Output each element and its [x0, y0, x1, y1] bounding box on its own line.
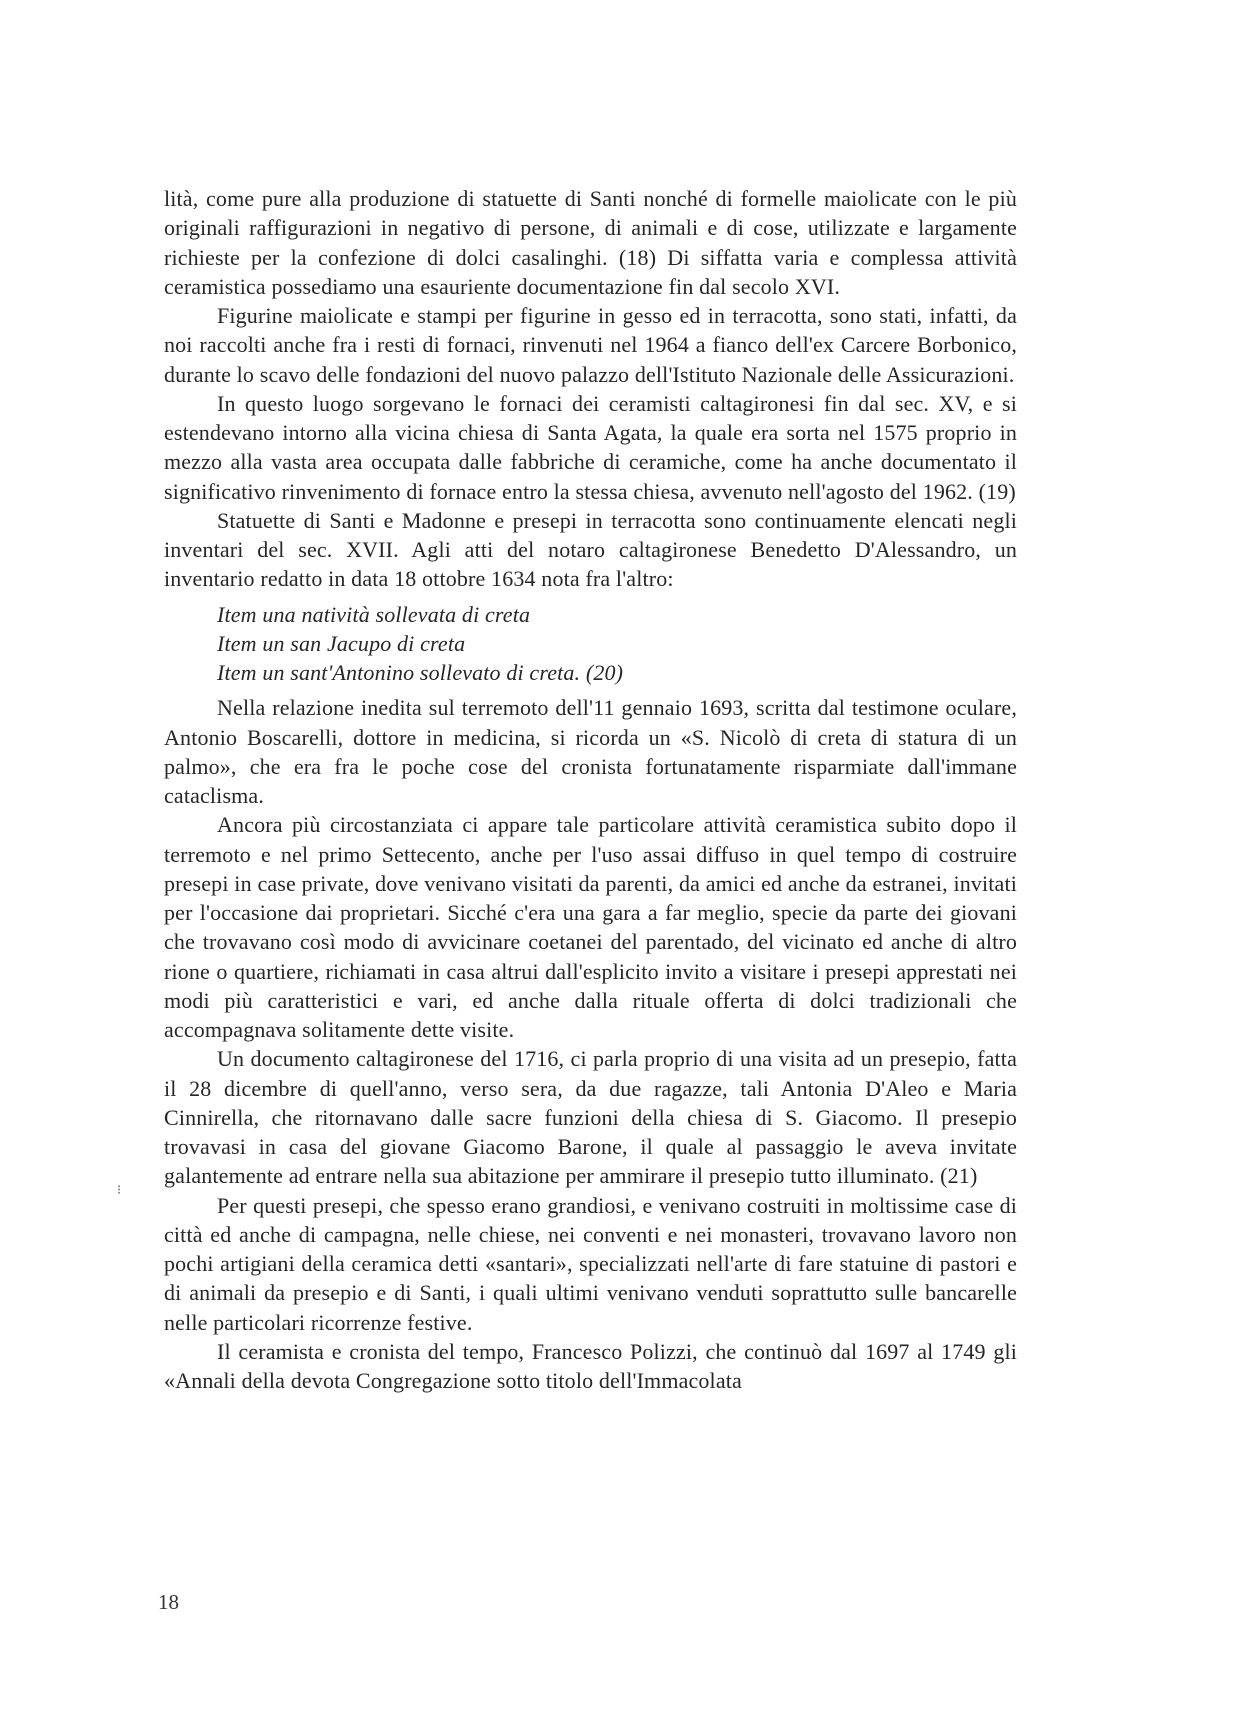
paragraph-documento-1716: Un documento caltagironese del 1716, ci parla proprio di una visita ad un presepio, fatta il 28 dicembre di quell'anno, verso sera, da due ragazze, tali Antonia D'Aleo e Maria Cinnirella, che ritornavano dalle sacre funzioni della chiesa di S. Giacomo. Il presepio trovavasi in casa del giovane Giacomo Barone, il quale al passaggio le aveva invitate galantemente ad entrare nella sua abitazione per ammirare il presepio tutto illuminato. (21): [164, 1046, 1017, 1189]
page-number: 18: [158, 1590, 179, 1614]
paragraph-figurine: Figurine maiolicate e stampi per figurine in gesso ed in terracotta, sono stati, infatti, da noi raccolti anche fra i resti di fornaci, rinvenuti nel 1964 a fianco dell'ex Carcere Borbonico, durante lo scavo delle fondazioni del nuovo palazzo dell'Istituto Nazionale delle Assicurazioni.: [164, 303, 1017, 387]
body-text: [164, 184, 1017, 1395]
paragraph-fornaci: In questo luogo sorgevano le fornaci dei ceramisti caltagironesi fin dal sec. XV, e si estendevano intorno alla vicina chiesa di Santa Agata, la quale era sorta nel 1575 proprio in mezzo alla vasta area occupata dalle fabbriche di ceramiche, come ha anche documentato il significativo rinvenimento di fornace entro la stessa chiesa, avvenuto nell'agosto del 1962. (19): [164, 390, 1017, 504]
inventory-quote: [217, 600, 1017, 688]
paragraph-santari: Per questi presepi, che spesso erano grandiosi, e venivano costruiti in moltissime case di città ed anche di campagna, nelle chiese, nei conventi e nei monasteri, trovavano lavoro non pochi artigiani della ceramica detti «santari», specializzati nell'arte di fare statuine di pastori e di animali da presepio e di Santi, i quali ultimi venivano venduti soprattutto sulle bancarelle nelle particolari ricorrenze festive.: [164, 1192, 1017, 1335]
paragraph-polizzi: Il ceramista e cronista del tempo, Francesco Polizzi, che continuò dal 1697 al 1749 gli «Annali della devota Congregazione sotto titolo dell'Immacolata: [164, 1338, 1017, 1393]
margin-mark: ⁝: [117, 1182, 122, 1197]
quote-line-nativita: Item una natività sollevata di creta: [217, 601, 531, 627]
quote-line-jacupo: Item un san Jacupo di creta: [217, 630, 466, 656]
paragraph-settecento: Ancora più circostanziata ci appare tale particolare attività ceramistica subito dopo il terremoto e nel primo Settecento, anche per l'uso assai diffuso in quel tempo di costruire presepi in case private, dove venivano visitati da parenti, da amici ed anche da estranei, invitati per l'occasione dai proprietari. Sicché c'era una gara a far meglio, specie da parte dei giovani che trovavano così modo di avvicinare coetanei del parentado, del vicinato ed anche di altro rione o quartiere, richiamati in casa altrui dall'esplicito invito a visitare i presepi apprestati nei modi più caratteristici e vari, ed anche dalla rituale offerta di dolci tradizionali che accompagnava solitamente dette visite.: [164, 812, 1017, 1042]
paragraph-continuation: lità, come pure alla produzione di statuette di Santi nonché di formelle maiolicate con le più originali raffigurazioni in negativo di persone, di animali e di cose, utilizzate e largamente richieste per la confezione di dolci casalinghi. (18) Di siffatta varia e complessa attività ceramistica possediamo una esauriente documentazione fin dal secolo XVI.: [164, 186, 1017, 299]
paragraph-terremoto: Nella relazione inedita sul terremoto dell'11 gennaio 1693, scritta dal testimone oculare, Antonio Boscarelli, dottore in medicina, si ricorda un «S. Nicolò di creta di statura di un palmo», che era fra le poche cose del cronista fortunatamente risparmiate dall'immane cataclisma.: [164, 695, 1017, 808]
paragraph-statuette: Statuette di Santi e Madonne e presepi in terracotta sono continuamente elencati negli inventari del sec. XVII. Agli atti del notaro caltagironese Benedetto D'Alessandro, un inventario redatto in data 18 ottobre 1634 nota fra l'altro:: [164, 507, 1017, 592]
quote-line-antonino: Item un sant'Antonino sollevato di creta. (20): [217, 660, 624, 685]
